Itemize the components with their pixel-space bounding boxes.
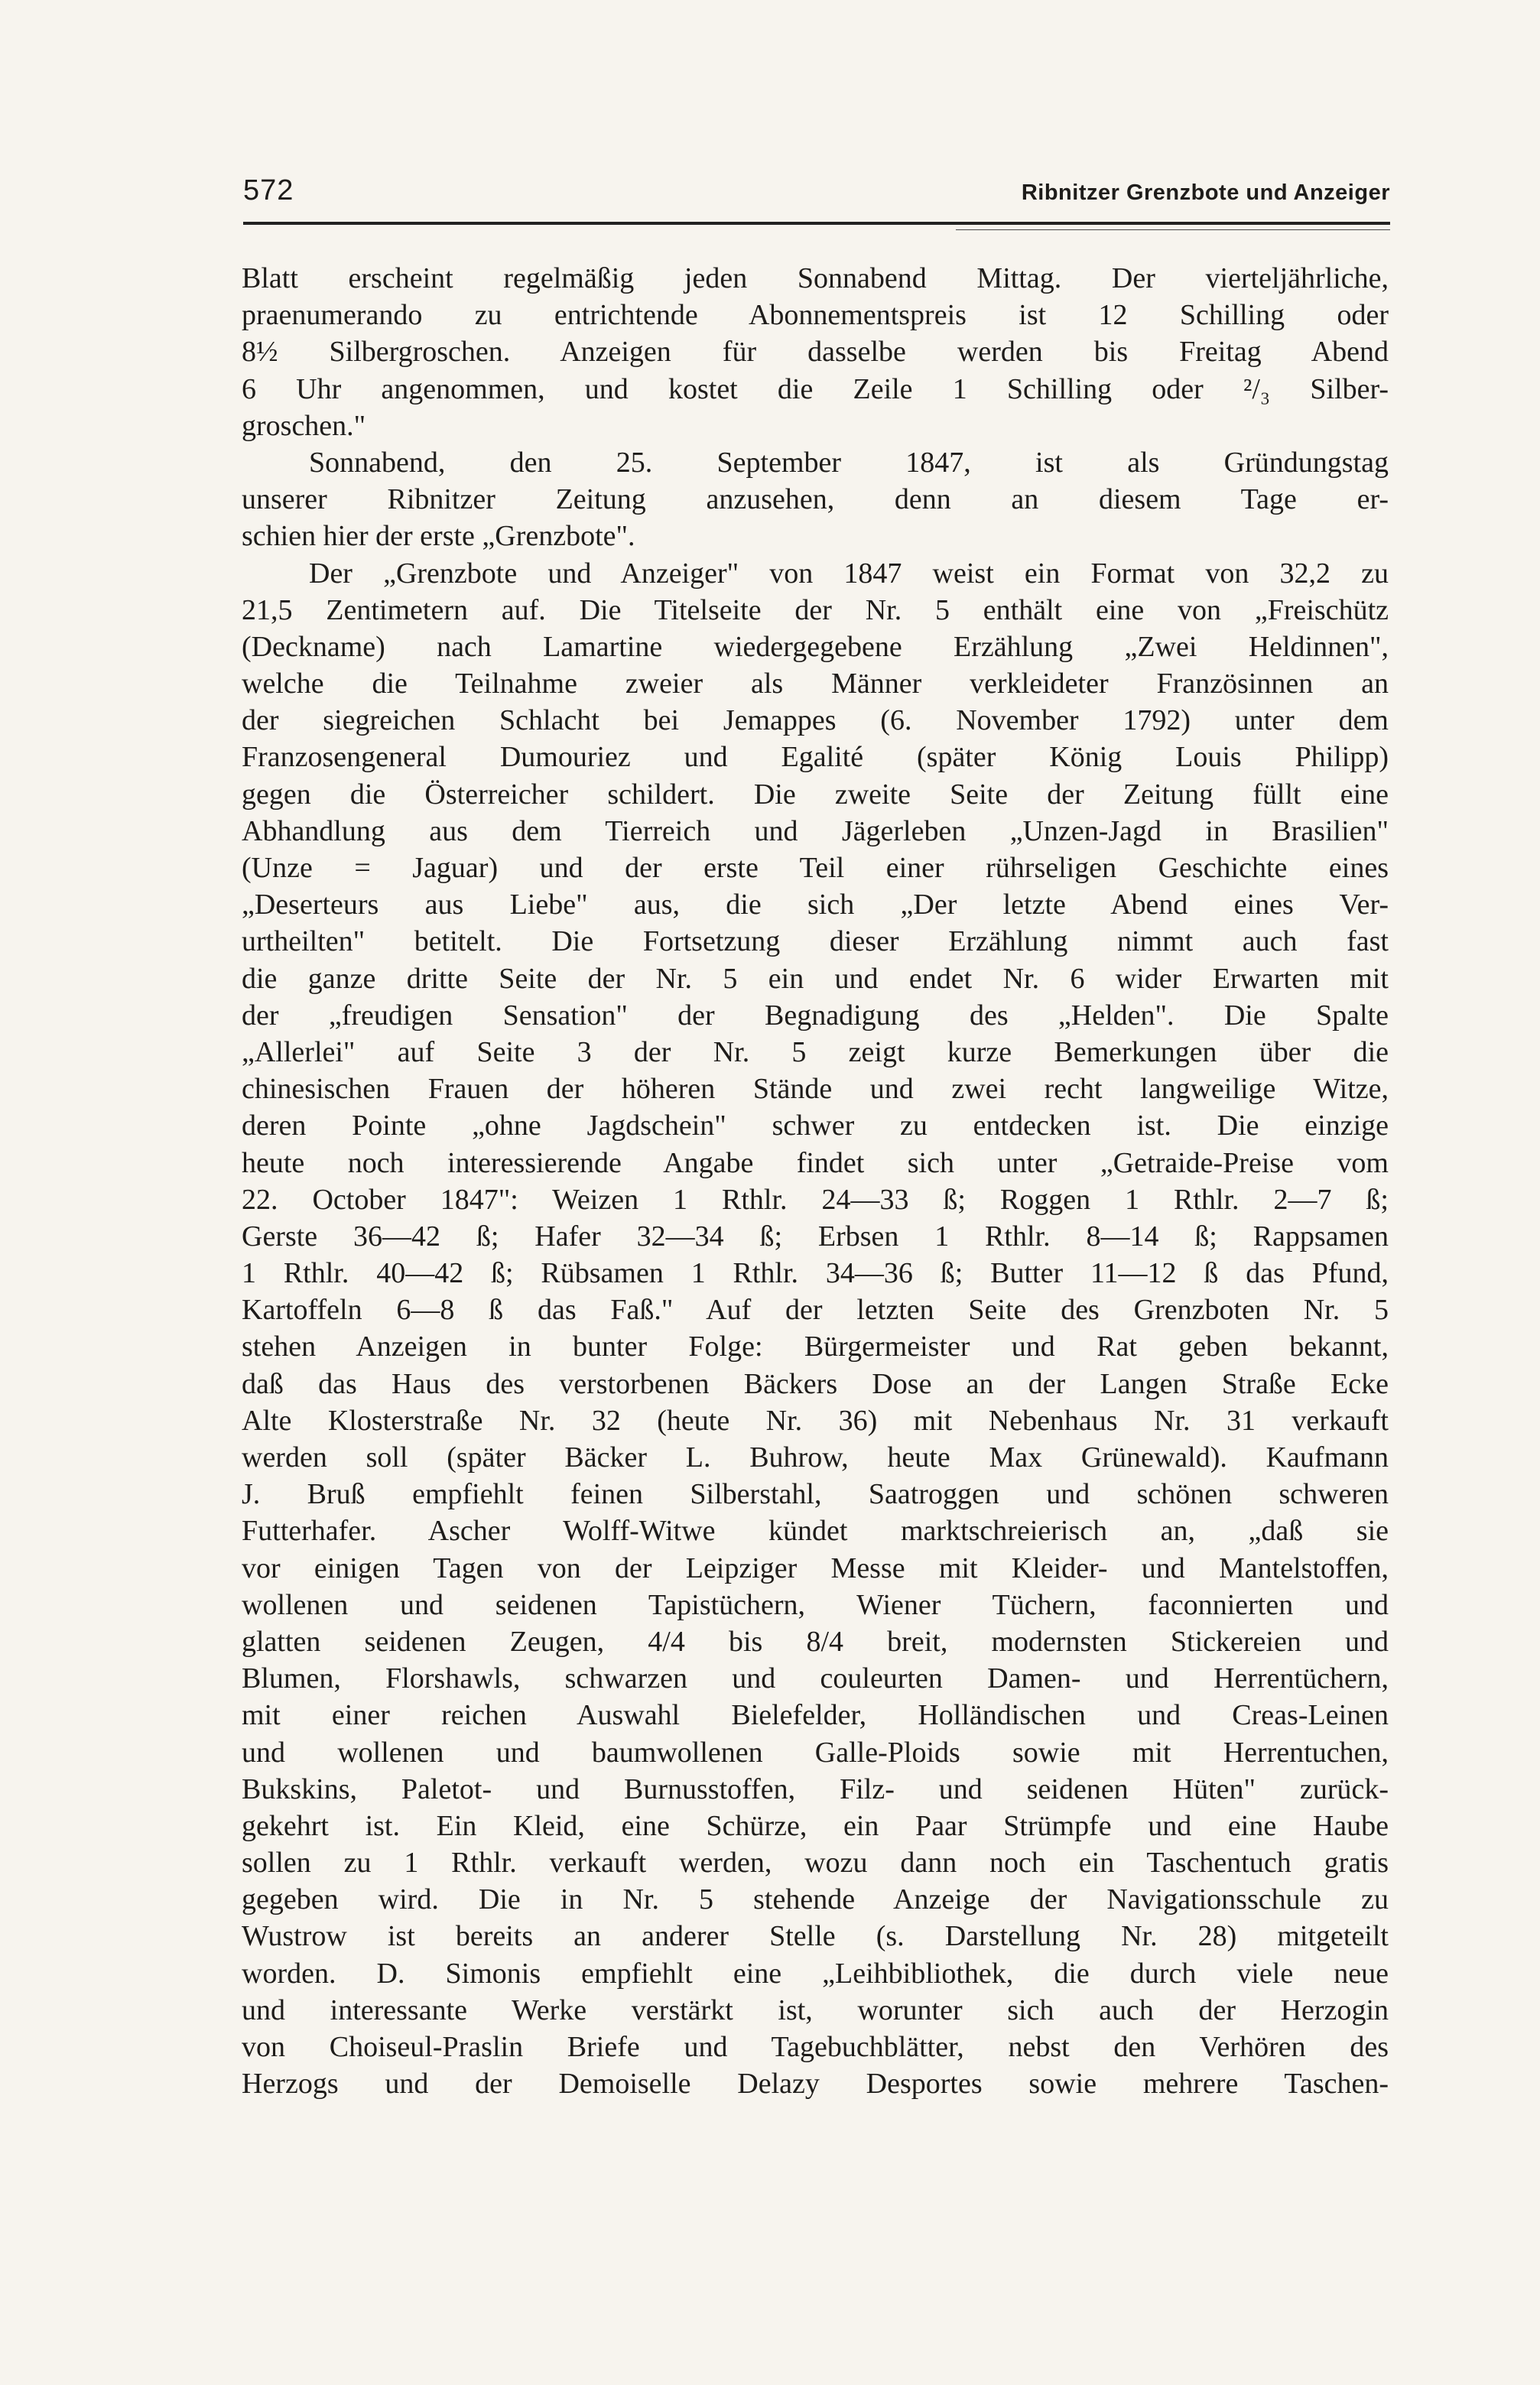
text-line: urtheilten" betitelt. Die Fortsetzung dieser Erzählung nimmt auch fast <box>242 925 1389 958</box>
text-line: chinesischen Frauen der höheren Stände und zwei recht langweilige Witze, <box>242 1073 1389 1106</box>
text-line: Kartoffeln 6—8 ß das Faß." Auf der letzten Seite des Grenzboten Nr. 5 <box>242 1294 1389 1327</box>
text-line: die ganze dritte Seite der Nr. 5 ein und endet Nr. 6 wider Erwarten mit <box>242 962 1389 995</box>
text-line: (Unze = Jaguar) und der erste Teil einer rührseligen Geschichte eines <box>242 852 1389 884</box>
text-line: heute noch interessierende Angabe findet sich unter „Getraide-Preise vom <box>242 1146 1389 1179</box>
text-line: 22. October 1847": Weizen 1 Rthlr. 24—33 ß; Roggen 1 Rthlr. 2—7 ß; <box>242 1183 1389 1216</box>
text-line: Sonnabend, den 25. September 1847, ist als Gründungstag <box>309 446 1389 479</box>
text-line: Alte Klosterstraße Nr. 32 (heute Nr. 36) mit Nebenhaus Nr. 31 verkauft <box>242 1404 1389 1437</box>
text-line: welche die Teilnahme zweier als Männer verkleideter Französinnen an <box>242 668 1389 700</box>
text-line: Blumen, Florshawls, schwarzen und couleurten Damen- und Herrentüchern, <box>242 1662 1389 1695</box>
page-header <box>243 174 1390 220</box>
text-line: der siegreichen Schlacht bei Jemappes (6. November 1792) unter dem <box>242 704 1389 737</box>
text-line: Gerste 36—42 ß; Hafer 32—34 ß; Erbsen 1 Rthlr. 8—14 ß; Rappsamen <box>242 1220 1389 1253</box>
text-line: der „freudigen Sensation" der Begnadigung des „Helden". Die Spalte <box>242 999 1389 1032</box>
text-line: Abhandlung aus dem Tierreich und Jägerleben „Unzen-Jagd in Brasilien" <box>242 814 1389 847</box>
text-line: praenumerando zu entrichtende Abonnementspreis ist 12 Schilling oder <box>242 299 1389 332</box>
text-line: wollenen und seidenen Tapistüchern, Wiener Tüchern, faconnierten und <box>242 1588 1389 1621</box>
text-line: Bukskins, Paletot- und Burnusstoffen, Filz- und seidenen Hüten" zurück- <box>242 1773 1389 1805</box>
running-title: Ribnitzer Grenzbote und Anzeiger <box>1021 180 1390 205</box>
text-line: 1 Rthlr. 40—42 ß; Rübsamen 1 Rthlr. 34—36 ß; Butter 11—12 ß das Pfund, <box>242 1257 1389 1290</box>
body-text <box>242 260 1389 2102</box>
text-line: „Allerlei" auf Seite 3 der Nr. 5 zeigt kurze Bemerkungen über die <box>242 1035 1389 1068</box>
text-line: Franzosengeneral Dumouriez und Egalité (später König Louis Philipp) <box>242 741 1389 774</box>
text-line: von Choiseul-Praslin Briefe und Tagebuchblätter, nebst den Verhören des <box>242 2031 1389 2063</box>
text-line: gegen die Österreicher schildert. Die zweite Seite der Zeitung füllt eine <box>242 778 1389 811</box>
text-line: glatten seidenen Zeugen, 4/4 bis 8/4 breit, modernsten Stickereien und <box>242 1625 1389 1658</box>
page-number: 572 <box>243 174 294 206</box>
text-line: Herzogs und der Demoiselle Delazy Desportes sowie mehrere Taschen- <box>242 2068 1389 2101</box>
text-line: 6 Uhr angenommen, und kostet die Zeile 1 Schilling oder ²/₃ Silber- <box>242 372 1389 405</box>
text-line: Der „Grenzbote und Anzeiger" von 1847 weist ein Format von 32,2 zu <box>309 557 1389 590</box>
text-line: sollen zu 1 Rthlr. verkauft werden, wozu dann noch ein Taschentuch gratis <box>242 1847 1389 1880</box>
text-line: unserer Ribnitzer Zeitung anzusehen, denn an diesem Tage er- <box>242 483 1389 516</box>
text-line: groschen." <box>242 409 366 442</box>
text-line: Futterhafer. Ascher Wolff-Witwe kündet marktschreierisch an, „daß sie <box>242 1515 1389 1548</box>
text-line: schien hier der erste „Grenzbote". <box>242 520 635 553</box>
text-line: 21,5 Zentimetern auf. Die Titelseite der Nr. 5 enthält eine von „Freischütz <box>242 593 1389 626</box>
text-line: (Deckname) nach Lamartine wiedergegebene Erzählung „Zwei Heldinnen", <box>242 630 1389 663</box>
text-line: gekehrt ist. Ein Kleid, eine Schürze, ein Paar Strümpfe und eine Haube <box>242 1809 1389 1842</box>
header-rule-thin <box>956 229 1390 230</box>
text-line: daß das Haus des verstorbenen Bäckers Dose an der Langen Straße Ecke <box>242 1367 1389 1400</box>
text-line: Blatt erscheint regelmäßig jeden Sonnabend Mittag. Der vierteljährliche, <box>242 262 1389 294</box>
text-line: „Deserteurs aus Liebe" aus, die sich „Der letzte Abend eines Ver- <box>242 889 1389 921</box>
text-line: und wollenen und baumwollenen Galle-Ploids sowie mit Herrentuchen, <box>242 1736 1389 1769</box>
text-line: deren Pointe „ohne Jagdschein" schwer zu entdecken ist. Die einzige <box>242 1110 1389 1142</box>
header-rule <box>243 222 1390 225</box>
text-line: worden. D. Simonis empfiehlt eine „Leihbibliothek, die durch viele neue <box>242 1957 1389 1990</box>
text-line: werden soll (später Bäcker L. Buhrow, heute Max Grünewald). Kaufmann <box>242 1441 1389 1474</box>
text-line: und interessante Werke verstärkt ist, worunter sich auch der Herzogin <box>242 1993 1389 2026</box>
text-line: 8½ Silbergroschen. Anzeigen für dasselbe werden bis Freitag Abend <box>242 336 1389 369</box>
text-line: gegeben wird. Die in Nr. 5 stehende Anzeige der Navigationsschule zu <box>242 1883 1389 1916</box>
text-line: Wustrow ist bereits an anderer Stelle (s. Darstellung Nr. 28) mitgeteilt <box>242 1920 1389 1953</box>
text-line: vor einigen Tagen von der Leipziger Messe mit Kleider- und Mantelstoffen, <box>242 1552 1389 1584</box>
text-line: stehen Anzeigen in bunter Folge: Bürgermeister und Rat geben bekannt, <box>242 1331 1389 1363</box>
text-line: J. Bruß empfiehlt feinen Silberstahl, Saatroggen und schönen schweren <box>242 1478 1389 1511</box>
text-line: mit einer reichen Auswahl Bielefelder, Holländischen und Creas-Leinen <box>242 1699 1389 1732</box>
